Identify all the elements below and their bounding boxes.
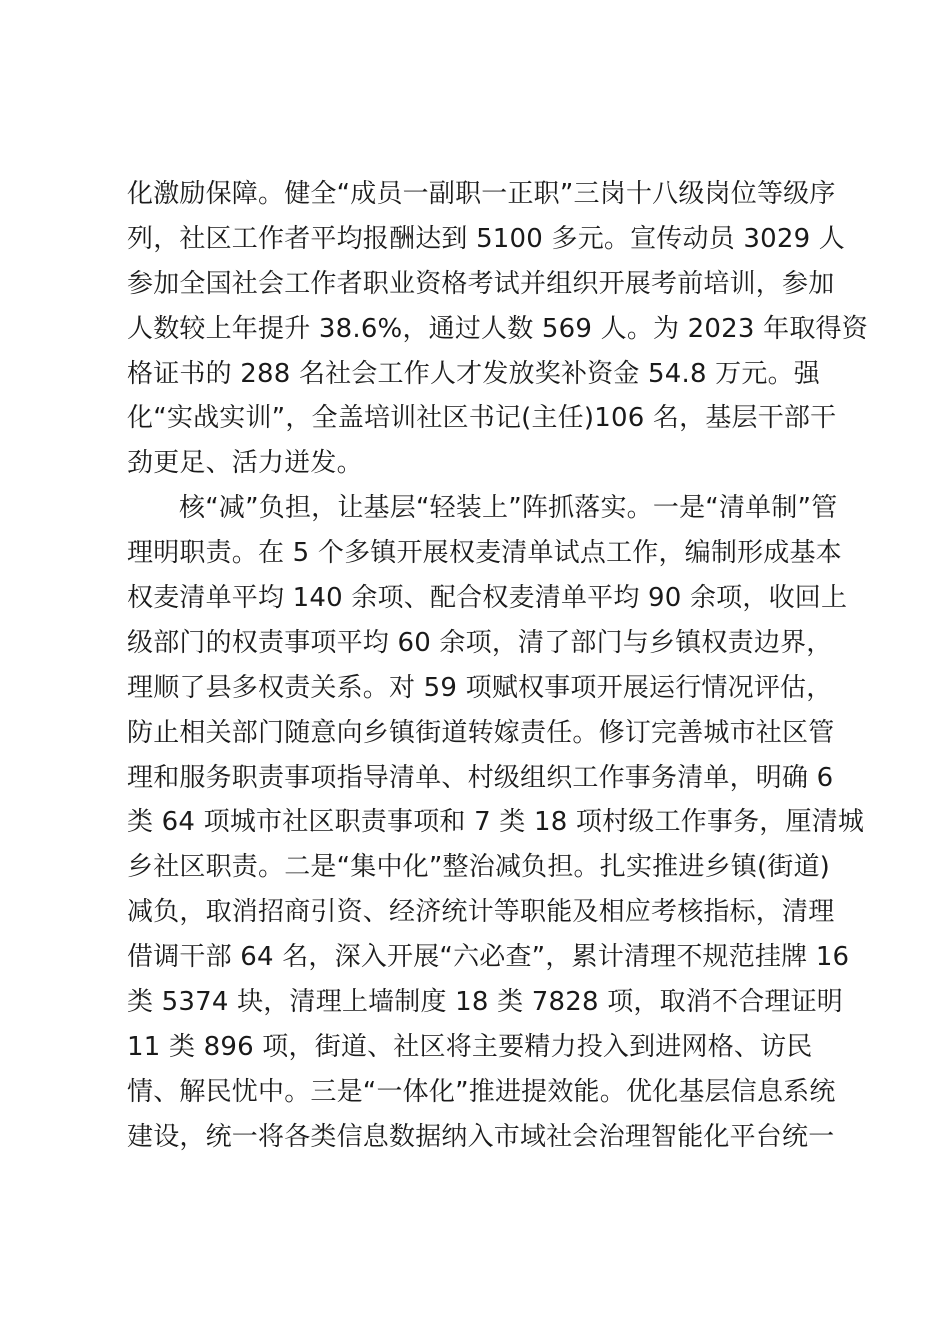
text-line: 参加全国社会工作者职业资格考试并组织开展考前培训，参加 — [127, 268, 835, 299]
text-line: 建设，统一将各类信息数据纳入市域社会治理智能化平台统一 — [127, 1121, 835, 1152]
text-line: 乡社区职责。二是“集中化”整治减负担。扎实推进乡镇(街道) — [127, 852, 831, 883]
text-line: 类 5374 块，清理上墙制度 18 类 7828 项，取消不合理证明 — [127, 987, 844, 1018]
text-line: 格证书的 288 名社会工作人才发放奖补资金 54.8 万元。强 — [127, 358, 820, 389]
text-line: 级部门的权责事项平均 60 余项，清了部门与乡镇权责边界， — [127, 627, 833, 658]
body-text — [127, 172, 868, 1160]
text-line: 人数较上年提升 38.6%，通过人数 569 人。为 2023 年取得资 — [127, 313, 868, 344]
text-line: 化激励保障。健全“成员一副职一正职”三岗十八级岗位等级序 — [127, 179, 836, 209]
text-line: 情、解民忧中。三是“一体化”推进提效能。优化基层信息系统 — [127, 1076, 836, 1107]
text-line: 理顺了县多权责关系。对 59 项赋权事项开展运行情况评估， — [127, 672, 833, 703]
text-line: 11 类 896 项，街道、社区将主要精力投入到进网格、访民 — [127, 1031, 813, 1062]
text-line: 理和服务职责事项指导清单、村级组织工作事务清单，明确 6 — [127, 762, 834, 793]
text-line: 理明职责。在 5 个多镇开展权麦清单试点工作，编制形成基本 — [127, 538, 842, 569]
text-line: 权麦清单平均 140 余项、配合权麦清单平均 90 余项，收回上 — [127, 583, 848, 614]
text-line: 防止相关部门随意向乡镇街道转嫁责任。修订完善城市社区管 — [127, 717, 835, 748]
text-line: 减负，取消招商引资、经济统计等职能及相应考核指标，清理 — [127, 897, 835, 928]
paragraph-first-line: 核“减”负担，让基层“轻装上”阵抓落实。一是“清单制”管 — [179, 493, 838, 524]
text-line: 借调干部 64 名，深入开展“六必查”，累计清理不规范挂牌 16 — [127, 942, 850, 973]
text-line: 化“实战实训”，全盖培训社区书记(主任)106 名，基层干部干 — [127, 403, 837, 434]
text-line: 劲更足、活力迸发。 — [127, 448, 363, 479]
text-line: 列，社区工作者平均报酬达到 5100 多元。宣传动员 3029 人 — [127, 223, 845, 254]
text-line: 类 64 项城市社区职责事项和 7 类 18 项村级工作事务，厘清城 — [127, 807, 865, 838]
